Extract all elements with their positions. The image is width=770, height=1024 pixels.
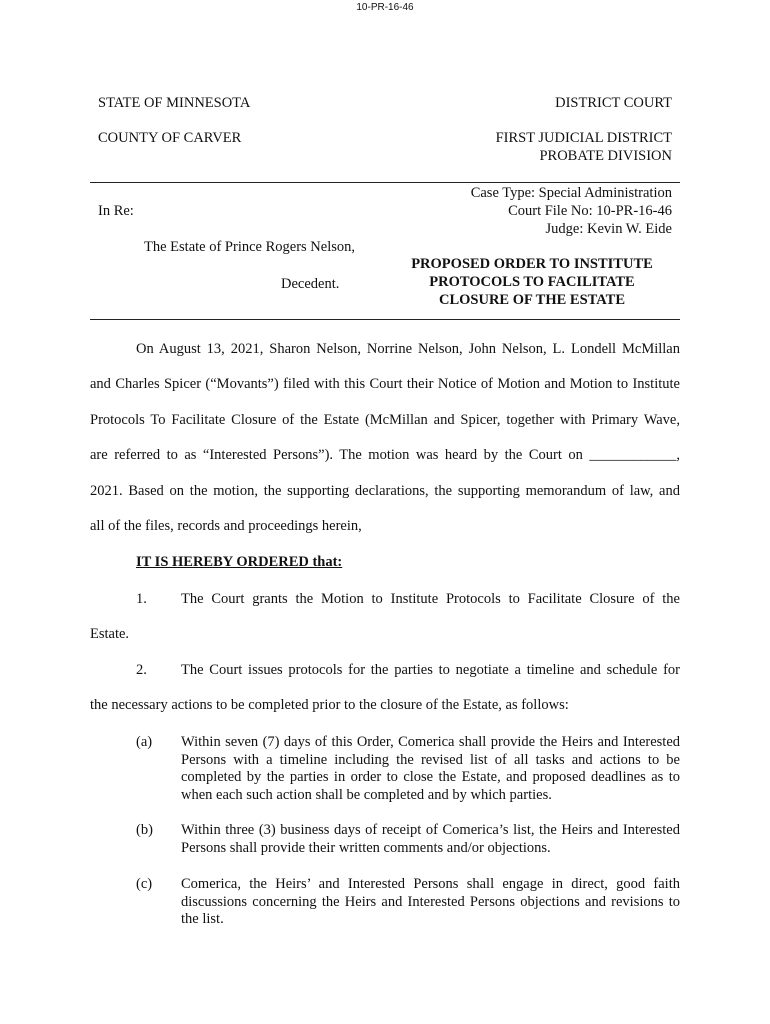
sub-a-line3: completed by the parties in order to close the Estate, and proposed deadlines as to xyxy=(181,769,680,785)
item1-line1: The Court grants the Motion to Institute Protocols to Facilitate Closure of the xyxy=(181,591,680,607)
sub-b-line1: Within three (3) business days of receipt of Comerica’s list, the Heirs and Interested xyxy=(181,822,680,838)
sub-c-text xyxy=(181,876,680,929)
sub-c-label: (c) xyxy=(136,876,153,892)
probate-division: PROBATE DIVISION xyxy=(539,148,672,164)
header-reference: 10-PR-16-46 xyxy=(356,2,414,13)
item2-line2: the necessary actions to be completed prior to the closure of the Estate, as follows: xyxy=(90,697,569,713)
order-title-line3: CLOSURE OF THE ESTATE xyxy=(438,292,625,308)
para1-line1: On August 13, 2021, Sharon Nelson, Norrine Nelson, John Nelson, L. Londell McMillan xyxy=(136,341,680,357)
sub-c-line3: the list. xyxy=(181,911,224,927)
sub-c-line1: Comerica, the Heirs’ and Interested Persons shall engage in direct, good faith xyxy=(181,876,680,892)
item1-line2: Estate. xyxy=(90,626,130,642)
para1-line5: 2021. Based on the motion, the supporting declarations, the supporting memorandum of law, and xyxy=(90,483,680,499)
sub-a-line4: when each such action shall be completed and by which parties. xyxy=(181,786,552,803)
decedent-label: Decedent. xyxy=(281,276,340,292)
court-name: DISTRICT COURT xyxy=(555,95,672,111)
order-title-line1: PROPOSED ORDER TO INSTITUTE xyxy=(411,256,653,272)
ordered-heading: IT IS HEREBY ORDERED that: xyxy=(136,554,343,570)
county-name: COUNTY OF CARVER xyxy=(98,130,242,146)
state-name: STATE OF MINNESOTA xyxy=(98,95,251,111)
court-file-number: Court File No: 10-PR-16-46 xyxy=(508,203,672,219)
sub-c-line2: discussions concerning the Heirs and Interested Persons objections and revisions to xyxy=(181,893,680,910)
para1-line6: all of the files, records and proceedings herein, xyxy=(90,518,362,534)
case-type: Case Type: Special Administration xyxy=(470,185,672,201)
sub-a-line2: Persons with a timeline including the revised list of all tasks and actions to be xyxy=(181,751,680,768)
caption-bottom-rule xyxy=(90,319,680,320)
sub-b-text xyxy=(181,822,680,857)
sub-b-label: (b) xyxy=(136,822,153,838)
sub-b-line2: Persons shall provide their written comments and/or objections. xyxy=(181,839,551,856)
sub-a-line1: Within seven (7) days of this Order, Comerica shall provide the Heirs and Interested xyxy=(181,734,680,750)
caption-top-rule xyxy=(90,182,680,183)
judge-name: Judge: Kevin W. Eide xyxy=(545,221,672,237)
para1-line3: Protocols To Facilitate Closure of the Estate (McMillan and Spicer, together with Primary Wave, xyxy=(90,412,680,428)
sub-a-text xyxy=(181,734,680,804)
estate-name: The Estate of Prince Rogers Nelson, xyxy=(144,239,356,255)
item2-line1: The Court issues protocols for the parties to negotiate a timeline and schedule for xyxy=(181,662,680,678)
item2-number: 2. xyxy=(136,662,147,678)
in-re-label: In Re: xyxy=(98,203,134,219)
para1-line2: and Charles Spicer (“Movants”) filed with this Court their Notice of Motion and Motion to Institute xyxy=(90,376,680,392)
judicial-district: FIRST JUDICIAL DISTRICT xyxy=(495,130,672,146)
sub-a-label: (a) xyxy=(136,734,153,750)
order-title-line2: PROTOCOLS TO FACILITATE xyxy=(429,274,635,290)
item1-number: 1. xyxy=(136,591,147,607)
para1-line4: are referred to as “Interested Persons”). The motion was heard by the Court on ____________, xyxy=(90,447,680,463)
